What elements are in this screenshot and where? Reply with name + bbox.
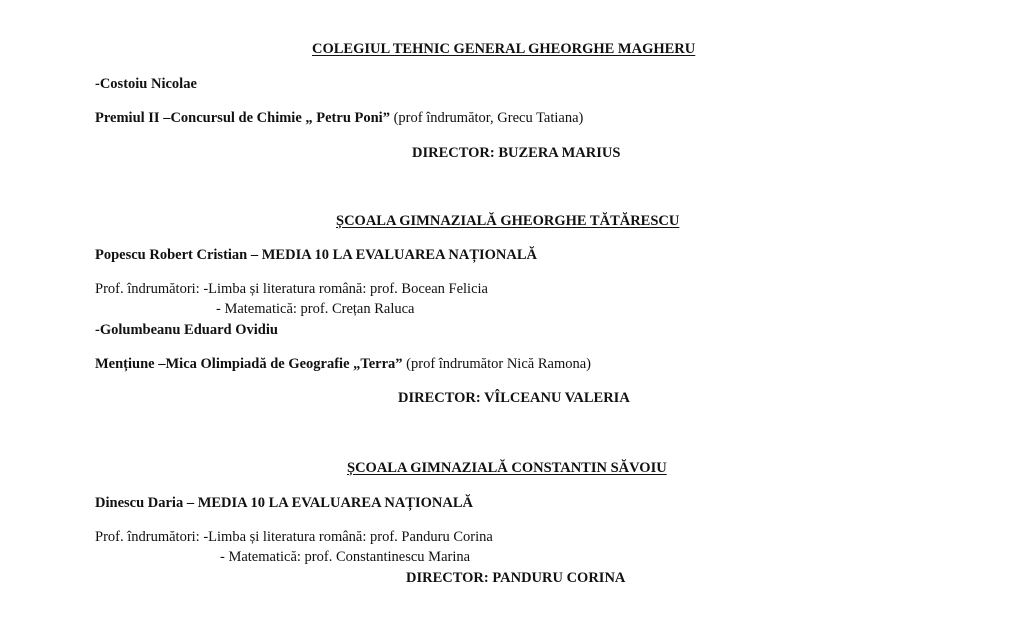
award-line: [95, 109, 583, 127]
director-signature: DIRECTOR: BUZERA MARIUS: [412, 145, 621, 161]
award-title: Premiul II –Concursul de Chimie „ Petru Poni”: [95, 110, 390, 126]
award-mentor: (prof îndrumător Nică Ramona): [402, 356, 591, 372]
award-mentor: (prof îndrumător, Grecu Tatiana): [389, 110, 584, 126]
student-result: Popescu Robert Cristian – MEDIA 10 LA EVALUAREA NAȚIONALĂ: [95, 247, 538, 263]
director-signature: DIRECTOR: VÎLCEANU VALERIA: [398, 390, 630, 406]
student-name: -Golumbeanu Eduard Ovidiu: [95, 322, 278, 338]
mentors-line: Prof. îndrumători: -Limba și literatura română: prof. Bocean Felicia: [95, 281, 488, 297]
section-heading: COLEGIUL TEHNIC GENERAL GHEORGHE MAGHERU: [312, 41, 696, 57]
section-heading: ȘCOALA GIMNAZIALĂ GHEORGHE TĂTĂRESCU: [336, 213, 680, 229]
student-name: -Costoiu Nicolae: [95, 76, 197, 92]
award-title: Mențiune –Mica Olimpiadă de Geografie „Terra”: [95, 356, 403, 372]
mentors-line: Prof. îndrumători: -Limba și literatura română: prof. Panduru Corina: [95, 529, 493, 545]
section-heading: ȘCOALA GIMNAZIALĂ CONSTANTIN SĂVOIU: [347, 460, 667, 476]
award-line: [95, 355, 591, 373]
director-signature: DIRECTOR: PANDURU CORINA: [406, 570, 626, 586]
mentors-line: - Matematică: prof. Crețan Raluca: [216, 301, 415, 317]
mentors-line: - Matematică: prof. Constantinescu Marina: [220, 549, 471, 565]
student-result: Dinescu Daria – MEDIA 10 LA EVALUAREA NAȚIONALĂ: [95, 495, 473, 511]
